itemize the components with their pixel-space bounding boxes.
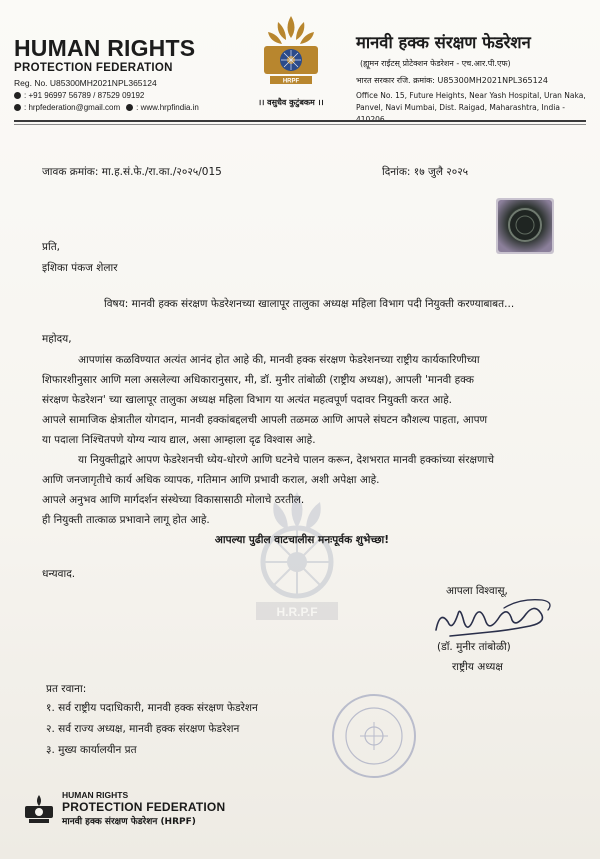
phone-icon: [14, 92, 21, 99]
cc-item: २. सर्व राज्य अध्यक्ष, मानवी हक्क संरक्षण फेडरेशन: [46, 723, 240, 735]
letter-date: दिनांक: १७ जुलै २०२५: [382, 166, 469, 178]
header-divider-thin: [14, 124, 586, 125]
letter-body: [42, 350, 562, 550]
subject-line: विषय: मानवी हक्क संरक्षण फेडरेशनच्या खालापूर तालुका अध्यक्ष महिला विभाग पदी नियुक्ती करण्याबाबत...: [104, 298, 515, 310]
website-text: : www.hrpfindia.in: [136, 103, 199, 112]
emblem-text: HRPF: [282, 78, 300, 85]
header-left: [14, 36, 219, 112]
address-line-1: Office No. 15, Future Heights, Near Yash Hospital, Uran Naka,: [356, 91, 586, 100]
reg-no: Reg. No. U85300MH2021NPL365124: [14, 78, 157, 88]
thanks: धन्यवाद.: [42, 568, 76, 580]
watermark-text: H.R.P.F: [276, 605, 318, 619]
salutation: महोदय,: [42, 333, 72, 345]
handwritten-signature: [430, 592, 560, 642]
org-name-mr: मानवी हक्क संरक्षण फेडरेशन: [356, 33, 531, 52]
cc-item: १. सर्व राष्ट्रीय पदाधिकारी, मानवी हक्क संरक्षण फेडरेशन: [46, 702, 258, 714]
body-line: या नियुक्तीद्वारे आपण फेडरेशनची ध्येय-धोरणे आणि घटनेचे पालन करून, देशभरात मानवी हक्कांच्या संरक्षणाचे: [78, 454, 494, 466]
body-line: या पदाला निश्चितपणे योग्य न्याय द्याल, असा आम्हाला दृढ विश्वास आहे.: [42, 434, 316, 446]
body-line: शिफारशीनुसार आणि मला असलेल्या अधिकारानुसार, मी, डॉ. मुनीर तांबोळी (राष्ट्रीय अध्यक्ष), आपली 'मानवी हक्क: [42, 374, 474, 386]
sign-label: आपला विश्वासू,: [446, 585, 508, 597]
body-line: आणि जनजागृतीचे कार्य अधिक व्यापक, गतिमान आणि प्रभावी कराल, अशी अपेक्षा आहे.: [42, 474, 380, 486]
body-line: आपणांस कळविण्यात अत्यंत आनंद होत आहे की, मानवी हक्क संरक्षण फेडरेशनच्या राष्ट्रीय कार्यकारिणीच्या: [78, 354, 480, 366]
body-line: आपले अनुभव आणि मार्गदर्शन संस्थेच्या विकासासाठी मोलाचे ठरतील.: [42, 494, 305, 506]
signer-title: राष्ट्रीय अध्यक्ष: [452, 661, 503, 673]
round-rubber-stamp: [330, 692, 418, 780]
footer: [22, 790, 225, 827]
phone-row: [14, 91, 219, 100]
motto: ।। वसुधैव कुटुंबकम ।।: [258, 98, 324, 107]
org-sub-en: PROTECTION FEDERATION: [14, 62, 173, 74]
footer-logo-icon: [22, 794, 56, 824]
cc-item: ३. मुख्य कार्यालयीन प्रत: [46, 744, 137, 756]
hrpf-emblem-logo: [256, 14, 326, 96]
footer-line-2: PROTECTION FEDERATION: [62, 800, 226, 814]
cc-list: [46, 698, 258, 761]
globe-icon: [126, 104, 133, 111]
phone-text: : +91 96997 56789 / 87529 09192: [24, 91, 145, 100]
body-line: ही नियुक्ती तात्काळ प्रभावाने लागू होत आहे.: [42, 514, 210, 526]
body-line: संरक्षण फेडरेशन' च्या खालापूर तालुका अध्यक्ष महिला विभाग या अत्यंत महत्वपूर्ण पदावर नियुक्ती करत आहे.: [42, 394, 452, 406]
header-right: [356, 30, 592, 126]
header-divider: [14, 120, 586, 122]
recipient-name: इशिका पंकज शेलार: [42, 262, 118, 274]
hologram-seal-icon: [496, 198, 554, 254]
gov-reg: भारत सरकार रजि. क्रमांक: U85300MH2021NPL365124: [356, 76, 548, 85]
footer-text: [62, 790, 225, 827]
letter-number: जावक क्रमांक: मा.ह.सं.फे./रा.का./२०२५/015: [42, 166, 222, 178]
address-line-2: Panvel, Navi Mumbai, Dist. Raigad, Maharashtra, India -: [356, 103, 566, 112]
org-sub-mr: (ह्यूमन राईटस् प्रोटेक्शन फेडरेशन - एच.आर.पी.एफ): [360, 59, 511, 68]
footer-line-1: HUMAN RIGHTS: [62, 790, 129, 800]
prati-label: प्रति,: [42, 241, 61, 253]
signer-name: (डॉ. मुनीर तांबोळी): [437, 641, 511, 653]
email-text: : hrpfederation@gmail.com: [24, 103, 121, 112]
wishes-line: आपल्या पुढील वाटचालीस मनःपूर्वक शुभेच्छा!: [214, 534, 390, 546]
org-name-en: HUMAN RIGHTS: [14, 35, 196, 61]
email-row: [14, 103, 219, 112]
email-icon: [14, 104, 21, 111]
body-line: आपले सामाजिक क्षेत्रातील योगदान, मानवी हक्कांबद्दलची आपली तळमळ आणि आपले संघटन कौशल्य पाहता, आपण: [42, 414, 488, 426]
cc-title: प्रत रवाना:: [46, 683, 87, 695]
footer-line-3: मानवी हक्क संरक्षण फेडरेशन (HRPF): [62, 817, 196, 827]
